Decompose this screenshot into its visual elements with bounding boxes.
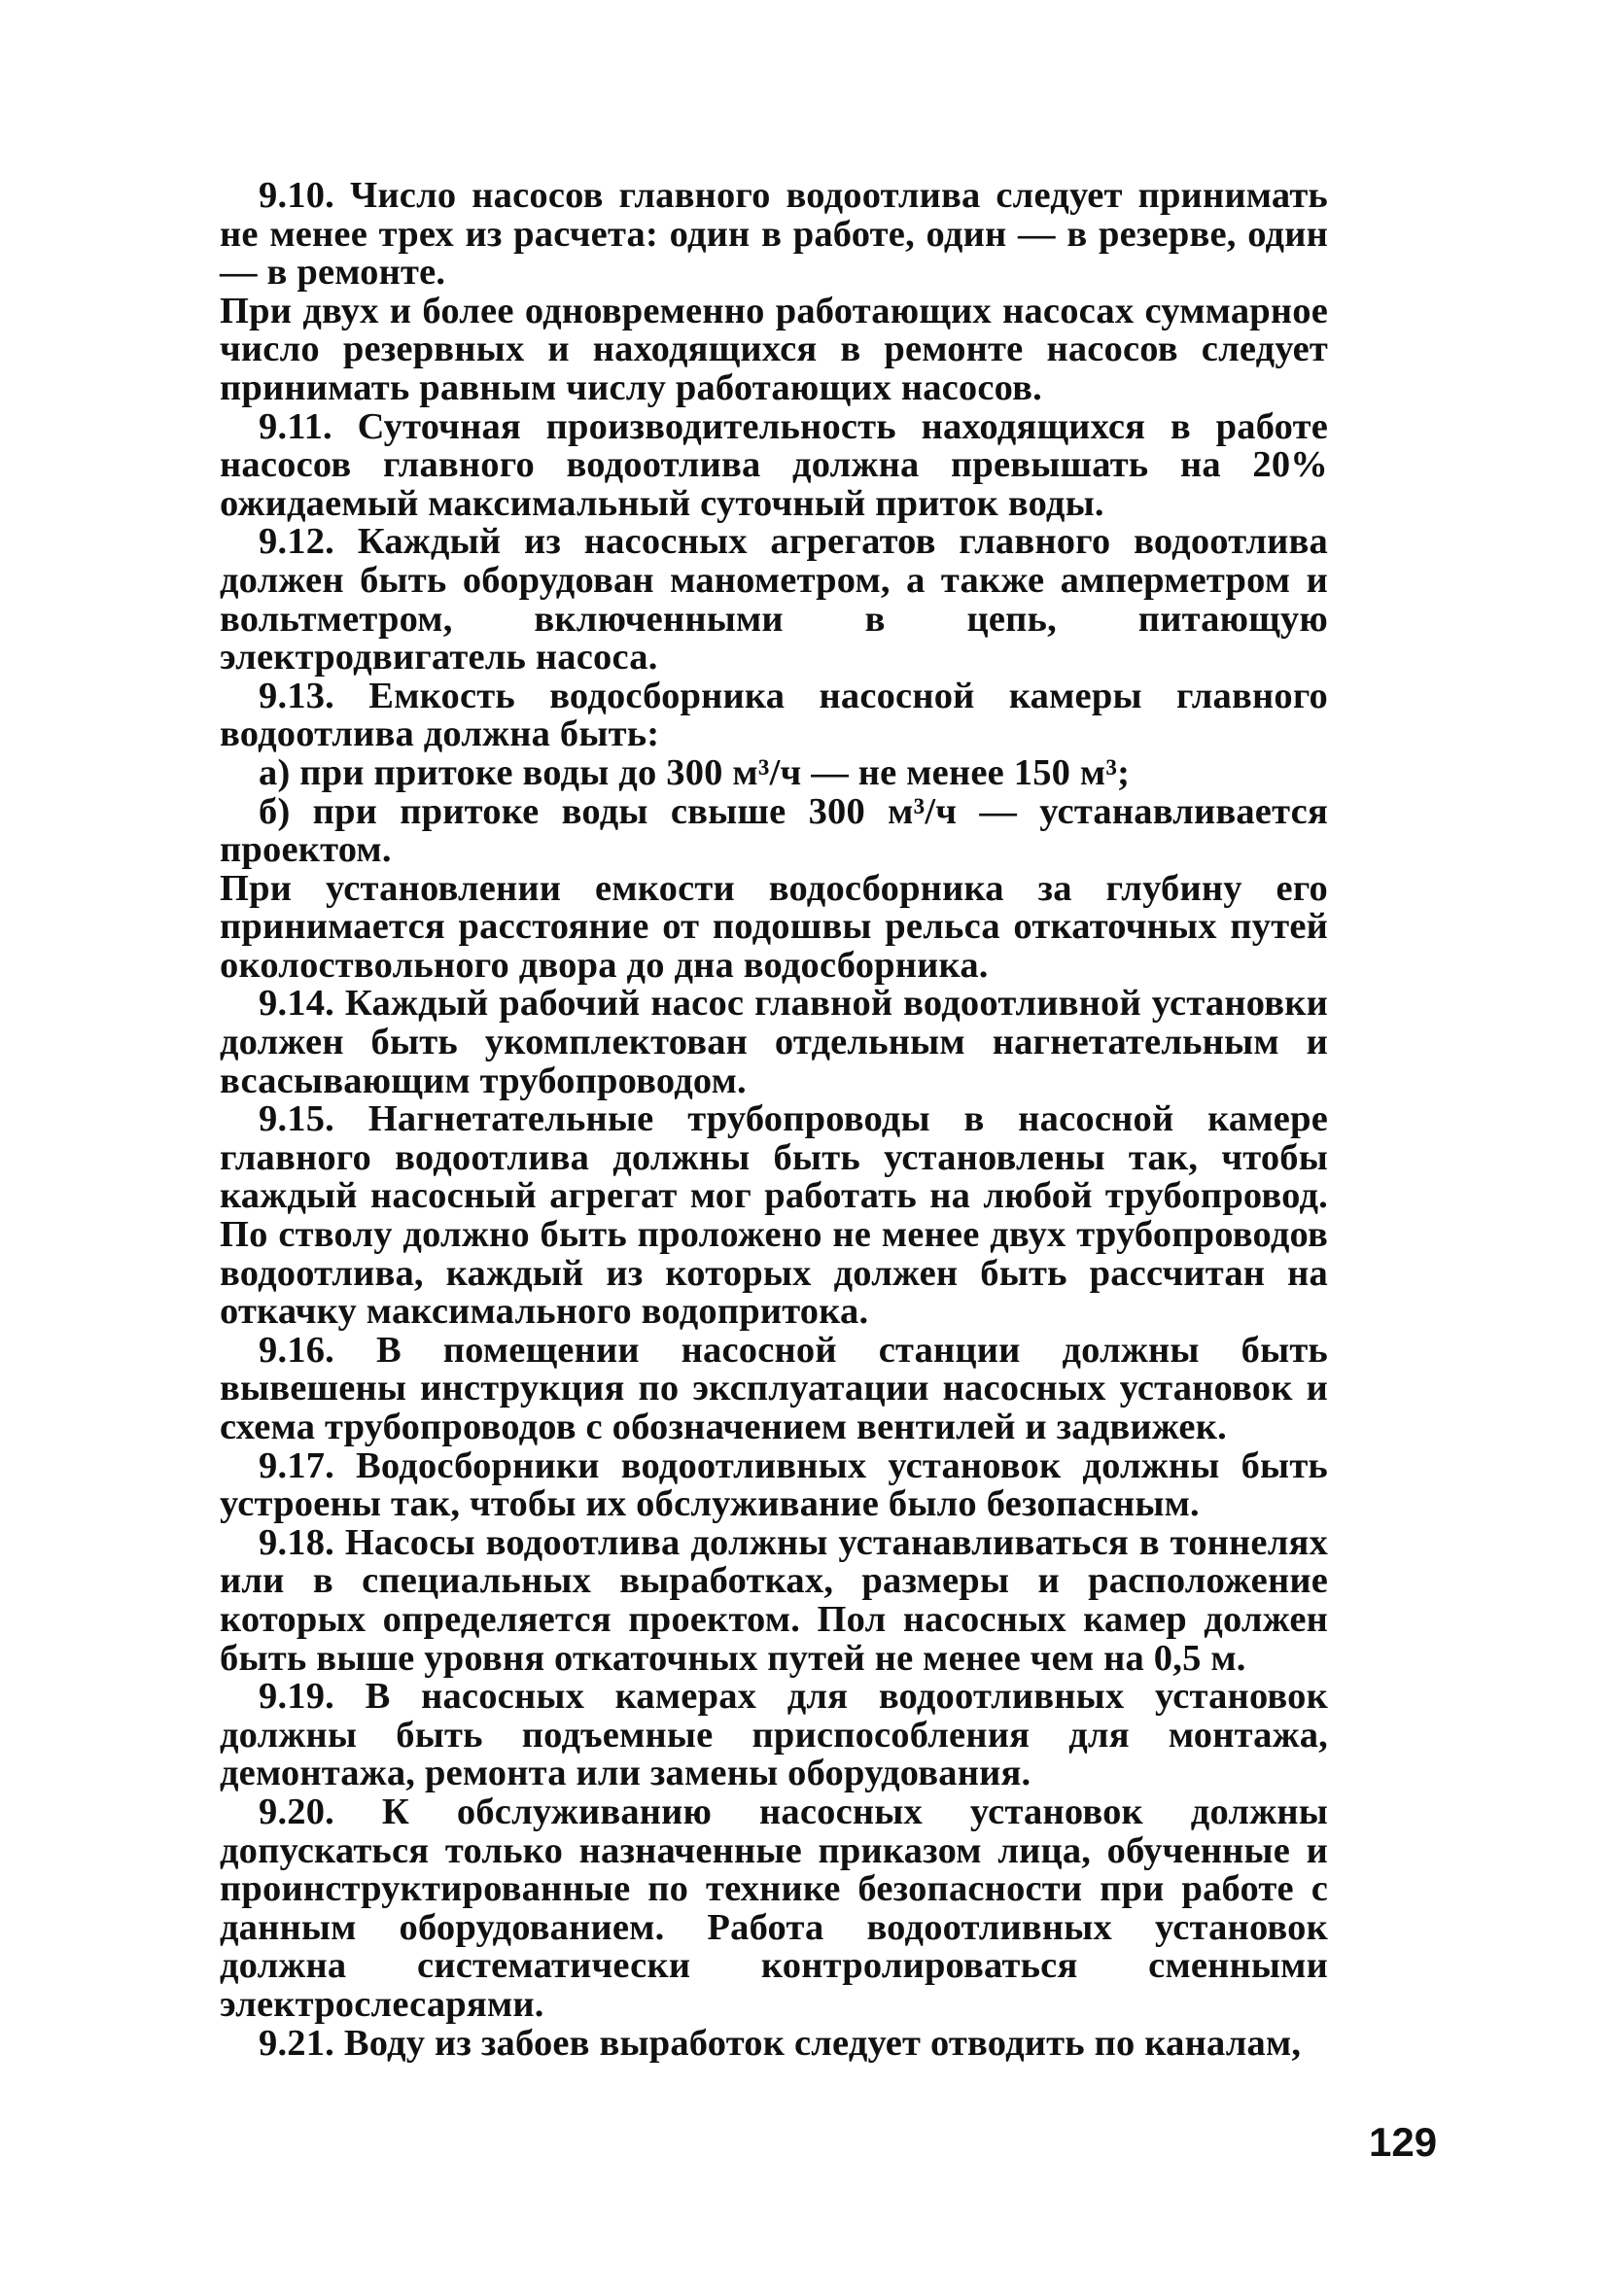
page-number: 129	[1369, 2119, 1438, 2165]
paragraph-9-13: 9.13. Емкость водосборника насосной камеры главного водоотлива должна быть:	[220, 675, 1328, 755]
body-text	[220, 177, 1328, 2063]
paragraph-9-18: 9.18. Насосы водоотлива должны устанавливаться в тоннелях или в специальных выработках, размеры и расположение которых определяется проектом. Пол насосных камер должен быть выше уровня откаточных путей не менее чем на 0,5 м.	[220, 1521, 1328, 1679]
list-item-b: б) при притоке воды свыше 300 м³/ч — устанавливается проектом.	[220, 790, 1328, 871]
paragraph-9-19: 9.19. В насосных камерах для водоотливных установок должны быть подъемные приспособления для монтажа, демонтажа, ремонта или замены оборудования.	[220, 1676, 1328, 1794]
paragraph-9-10: 9.10. Число насосов главного водоотлива следует принимать не менее трех из расчета: один в работе, один — в резерве, один — в ремонте.	[220, 175, 1328, 294]
paragraph-9-14: 9.14. Каждый рабочий насос главной водоотливной установки должен быть укомплектован отдельным нагнетательным и всасывающим трубопроводом.	[220, 983, 1328, 1101]
paragraph-9-15: 9.15. Нагнетательные трубопроводы в насосной камере главного водоотлива должны быть установлены так, чтобы каждый насосный агрегат мог работать на любой трубопровод. По стволу должно быть проложено не менее двух трубопроводов водоотлива, каждый из которых должен быть рассчитан на откачку максимального водопритока.	[220, 1098, 1328, 1333]
paragraph-9-12: 9.12. Каждый из насосных агрегатов главного водоотлива должен быть оборудован манометром, а также амперметром и вольтметром, включенными в цепь, питающую электродвигатель насоса.	[220, 521, 1328, 678]
paragraph-9-20: 9.20. К обслуживанию насосных установок должны допускаться только назначенные приказом лица, обученные и проинструктированные по технике безопасности при работе с данным оборудованием. Работа водоотливных установок должна систематически контролироваться сменными электрослесарями.	[220, 1791, 1328, 2025]
paragraph-9-17: 9.17. Водосборники водоотливных установок должны быть устроены так, чтобы их обслуживание было безопасным.	[220, 1444, 1328, 1525]
paragraph-9-21: 9.21. Воду из забоев выработок следует отводить по каналам,	[259, 2022, 1302, 2064]
paragraph-reserve-pumps: При двух и более одновременно работающих насосах суммарное число резервных и находящихся в ремонте насосов следует принимать равным числу работающих насосов.	[220, 290, 1328, 408]
list-item-a: а) при притоке воды до 300 м³/ч — не менее 150 м³;	[259, 751, 1131, 793]
paragraph-depth-definition: При установлении емкости водосборника за глубину его принимается расстояние от подошвы рельса откаточных путей околоствольного двора до дна водосборника.	[220, 867, 1328, 986]
paragraph-9-16: 9.16. В помещении насосной станции должны быть вывешены инструкция по эксплуатации насосных установок и схема трубопроводов с обозначением вентилей и задвижек.	[220, 1329, 1328, 1447]
paragraph-9-11: 9.11. Суточная производительность находящихся в работе насосов главного водоотлива должна превышать на 20% ожидаемый максимальный суточный приток воды.	[220, 405, 1328, 524]
